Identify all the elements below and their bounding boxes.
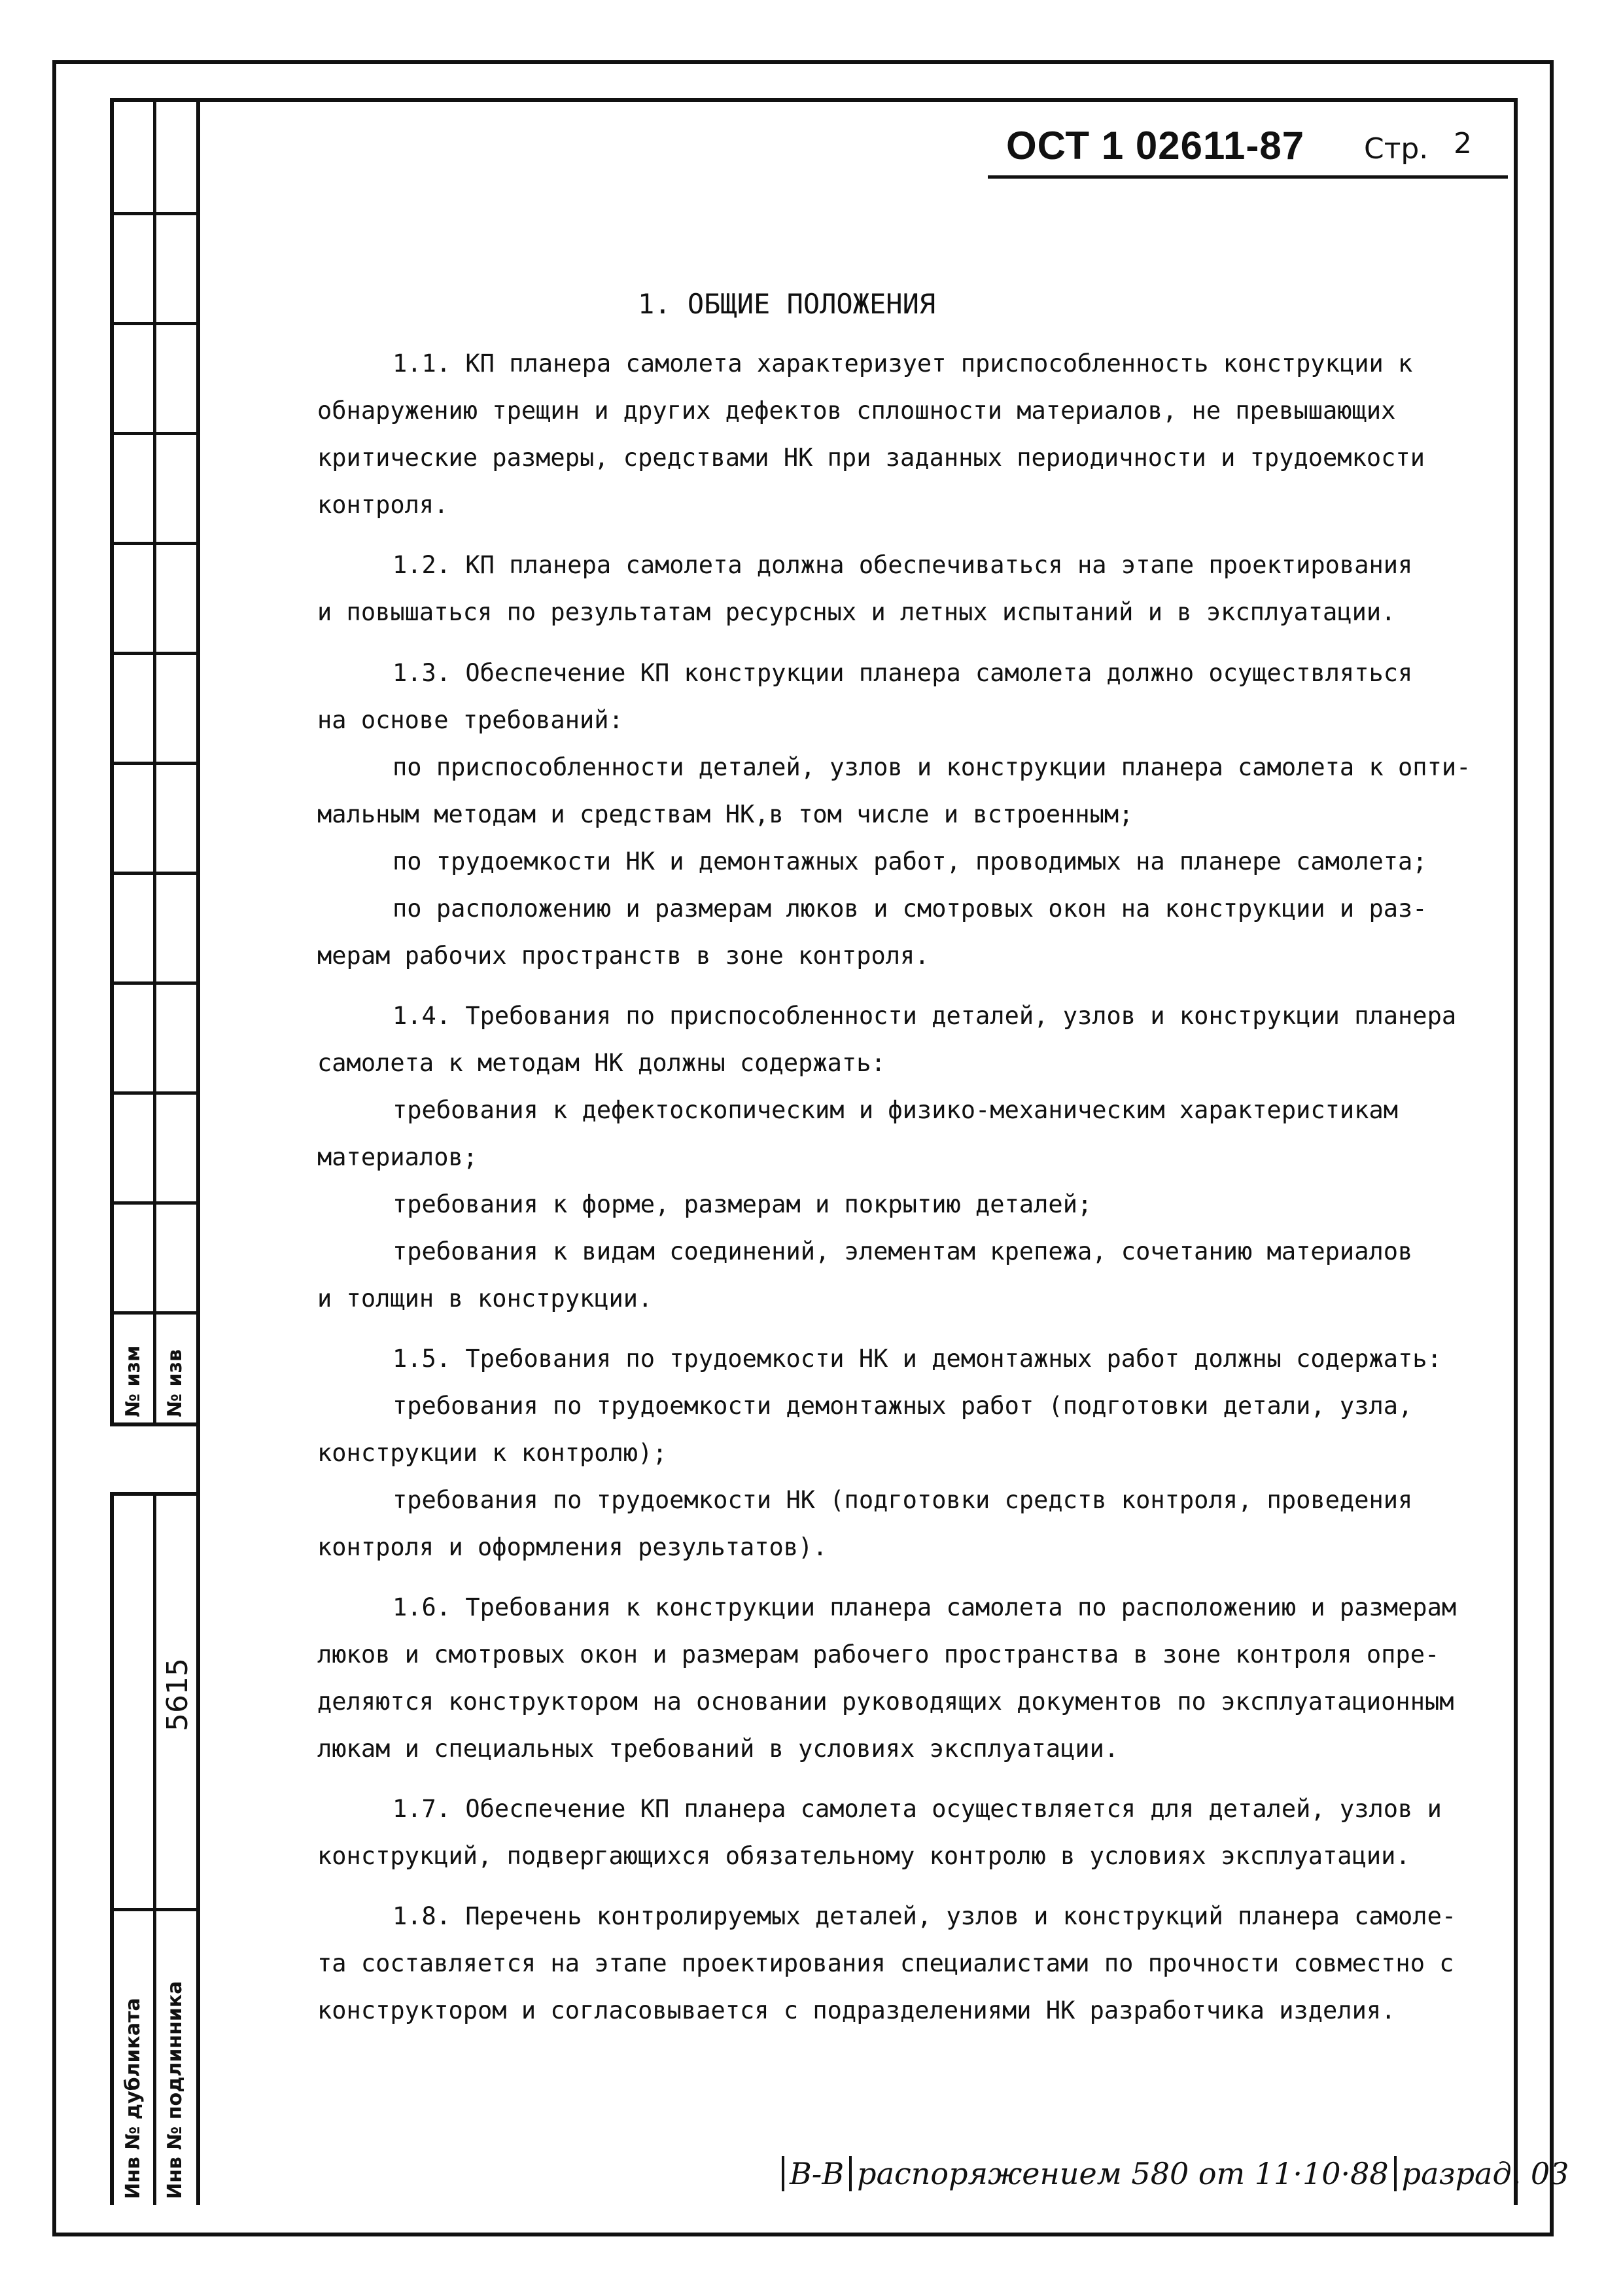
body-line: требования к дефектоскопическим и физико-механическим характеристикам	[393, 1096, 1399, 1124]
body-line: та составляется на этапе проектирования специалистами по прочности совместно с	[317, 1949, 1454, 1977]
body-line: конструктором и согласовывается с подразделениями НК разработчика изделия.	[317, 1996, 1396, 2024]
page-number: 2	[1454, 127, 1472, 160]
body-line: по приспособленности деталей, узлов и конструкции планера самолета к опти-	[393, 753, 1471, 781]
body-line: люкам и специальных требований в условиях эксплуатации.	[317, 1735, 1119, 1763]
body-line: деляются конструктором на основании руководящих документов по эксплуатационным	[317, 1687, 1454, 1716]
body-line: 1.6. Требования к конструкции планера самолета по расположению и размерам	[393, 1593, 1457, 1621]
body-line: конструкции к контролю);	[317, 1439, 667, 1467]
section-title: 1. ОБЩИЕ ПОЛОЖЕНИЯ	[638, 288, 936, 320]
inventory-stamp-column	[110, 1492, 196, 2205]
amendment-note	[782, 2156, 1574, 2197]
body-line: и толщин в конструкции.	[317, 1284, 653, 1313]
original-inventory-number: 5615	[161, 1658, 194, 1731]
body-line: мальным методам и средствам НК,в том числе и встроенным;	[317, 800, 1134, 828]
amendment-note-code: В-В	[782, 2156, 849, 2191]
body-line: самолета к методам НК должны содержать:	[317, 1049, 886, 1077]
body-line: критические размеры, средствами НК при заданных периодичности и трудоемкости	[317, 444, 1425, 472]
amendment-note-signature: разрад. 03	[1394, 2156, 1575, 2191]
revision-number-label: № изм	[122, 1345, 145, 1417]
body-line: по расположению и размерам люков и смотровых окон на конструкции и раз-	[393, 894, 1427, 923]
body-line: 1.8. Перечень контролируемых деталей, узлов и конструкций планера самоле-	[393, 1902, 1457, 1930]
body-line: 1.1. КП планера самолета характеризует приспособленность конструкции к	[393, 349, 1413, 378]
body-line: и повышаться по результатам ресурсных и летных испытаний и в эксплуатации.	[317, 598, 1396, 626]
body-line: требования к видам соединений, элементам крепежа, сочетанию материалов	[393, 1237, 1413, 1265]
document-header	[988, 123, 1508, 179]
document-code: ОСТ 1 02611-87	[1006, 124, 1305, 168]
body-line: мерам рабочих пространств в зоне контроля.	[317, 942, 930, 970]
body-line: 1.4. Требования по приспособленности деталей, узлов и конструкции планера	[393, 1002, 1457, 1030]
revision-stamp-column	[110, 98, 196, 1426]
body-line: 1.5. Требования по трудоемкости НК и демонтажных работ должны содержать:	[393, 1345, 1442, 1373]
body-line: требования к форме, размерам и покрытию деталей;	[393, 1190, 1092, 1218]
body-line: 1.7. Обеспечение КП планера самолета осуществляется для деталей, узлов и	[393, 1795, 1442, 1823]
body-line: 1.3. Обеспечение КП конструкции планера самолета должно осуществляться	[393, 659, 1413, 687]
body-line: 1.2. КП планера самолета должна обеспечиваться на этапе проектирования	[393, 551, 1413, 579]
body-line: требования по трудоемкости НК (подготовки средств контроля, проведения	[393, 1486, 1413, 1514]
notice-number-label: № изв	[164, 1349, 186, 1417]
body-line: конструкций, подвергающихся обязательному контролю в условиях эксплуатации.	[317, 1842, 1410, 1870]
body-line: по трудоемкости НК и демонтажных работ, проводимых на планере самолета;	[393, 847, 1427, 875]
amendment-note-order: распоряжением 580 от 11·10·88	[849, 2156, 1393, 2191]
body-line: люков и смотровых окон и размерам рабочего пространства в зоне контроля опре-	[317, 1640, 1440, 1669]
body-line: требования по трудоемкости демонтажных работ (подготовки детали, узла,	[393, 1392, 1413, 1420]
body-line: контроля и оформления результатов).	[317, 1533, 828, 1561]
original-inventory-label: Инв № подлинника	[164, 1981, 186, 2199]
body-line: обнаружению трещин и других дефектов сплошности материалов, не превышающих	[317, 397, 1396, 425]
body-line: материалов;	[317, 1143, 478, 1171]
page-label: Стр.	[1364, 132, 1429, 166]
body-line: контроля.	[317, 491, 449, 519]
body-line: на основе требований:	[317, 706, 623, 734]
duplicate-inventory-label: Инв № дубликата	[122, 1998, 145, 2199]
